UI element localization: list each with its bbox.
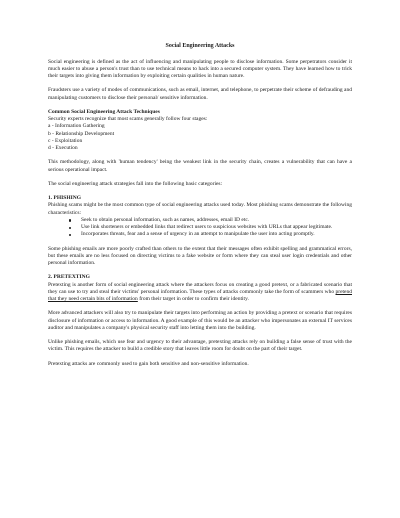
bullet-text: Incorporates threats, fear and a sense of urgency in an attempt to manipulate the user into acting promptly. — [81, 231, 315, 238]
categories-intro: The social engineering attack strategies fall into the following basic categories: — [48, 180, 223, 187]
pretexting-paragraph-2: More advanced attackers will also try to manipulate their targets into performing an action by providing a pretext or scenario that requires disclosure of information or access to information. A good example of this would be an attacker who impersonates an external IT services auditor and manipulates a company's physical security staff into letting them into the building. — [48, 310, 352, 331]
list-item — [69, 217, 352, 224]
document-title: Social Engineering Attacks — [165, 43, 235, 49]
bullet-icon — [69, 227, 71, 229]
intro-paragraph-1: Social engineering is defined as the act of influencing and manipulating people to disclose information. Some perpetrators consider it much easier to abuse a person's trust than to use technical means to hack into a secured computer system. They have learned how to trick their targets into giving them information by exploiting certain qualities in human nature. — [48, 58, 352, 79]
stage-item: c - Exploitation — [48, 137, 83, 144]
techniques-heading: Common Social Engineering Attack Techniques — [48, 108, 160, 115]
stage-item: d - Execution — [48, 144, 78, 151]
pretexting-underlined-text: pretend that they need certain bits of information — [48, 288, 352, 303]
bullet-text: Seek to obtain personal information, such as names, addresses, email ID etc. — [81, 216, 250, 223]
bullet-icon — [69, 234, 71, 236]
methodology-paragraph: This methodology, along with 'human tendency' being the weakest link in the security chain, creates a vulnerability that can have a serious operational impact. — [48, 159, 352, 173]
pretexting-heading: 2. PRETEXTING — [48, 274, 90, 281]
pretexting-text: from their target in order to confirm their identity. — [137, 296, 249, 303]
techniques-lead: Security experts recognize that most scams generally follow four stages: — [48, 116, 208, 123]
pretexting-paragraph-1 — [48, 282, 352, 304]
intro-paragraph-2: Fraudsters use a variety of modes of communications, such as email, internet, and telephone, to perpetrate their scheme of defrauding and manipulating customers to disclose their personal/ sensitive information. — [48, 87, 352, 101]
phishing-lead: Phishing scams might be the most common type of social engineering attacks used today. Most phishing scams demonstrate the following characteristics: — [48, 202, 352, 216]
phishing-heading: 1. PHISHING — [48, 195, 82, 202]
pretexting-text: Pretexting is another form of social engineering attack where the attackers focus on creating a good pretext, or a fabricated scenario that they can use to try and steal their victims' personal information. These types of attacks commonly take the form of scammers who — [48, 281, 352, 295]
list-item — [69, 231, 352, 238]
stage-item: b - Relationship Development — [48, 130, 115, 137]
phishing-closing: Some phishing emails are more poorly crafted than others to the extent that their messages often exhibit spelling and grammatical errors, but these emails are no less focused on directing victims to a fake website or form where they can steal user login credentials and other personal information. — [48, 245, 352, 267]
pretexting-paragraph-3: Unlike phishing emails, which use fear and urgency to their advantage, pretexting attacks rely on building a false sense of trust with the victim. This requires the attacker to build a credible story that leaves little room for doubt on the part of their target. — [48, 339, 352, 353]
phishing-bullet-list — [48, 217, 352, 239]
pretexting-paragraph-4: Pretexting attacks are commonly used to gain both sensitive and non-sensitive information. — [48, 360, 249, 367]
bullet-icon — [69, 219, 71, 221]
bullet-text: Use link shorteners or embedded links that redirect users to suspicious websites with URLs that appear legitimate. — [81, 224, 333, 231]
stage-item: a - Information Gathering — [48, 123, 105, 130]
spacer — [48, 239, 352, 246]
